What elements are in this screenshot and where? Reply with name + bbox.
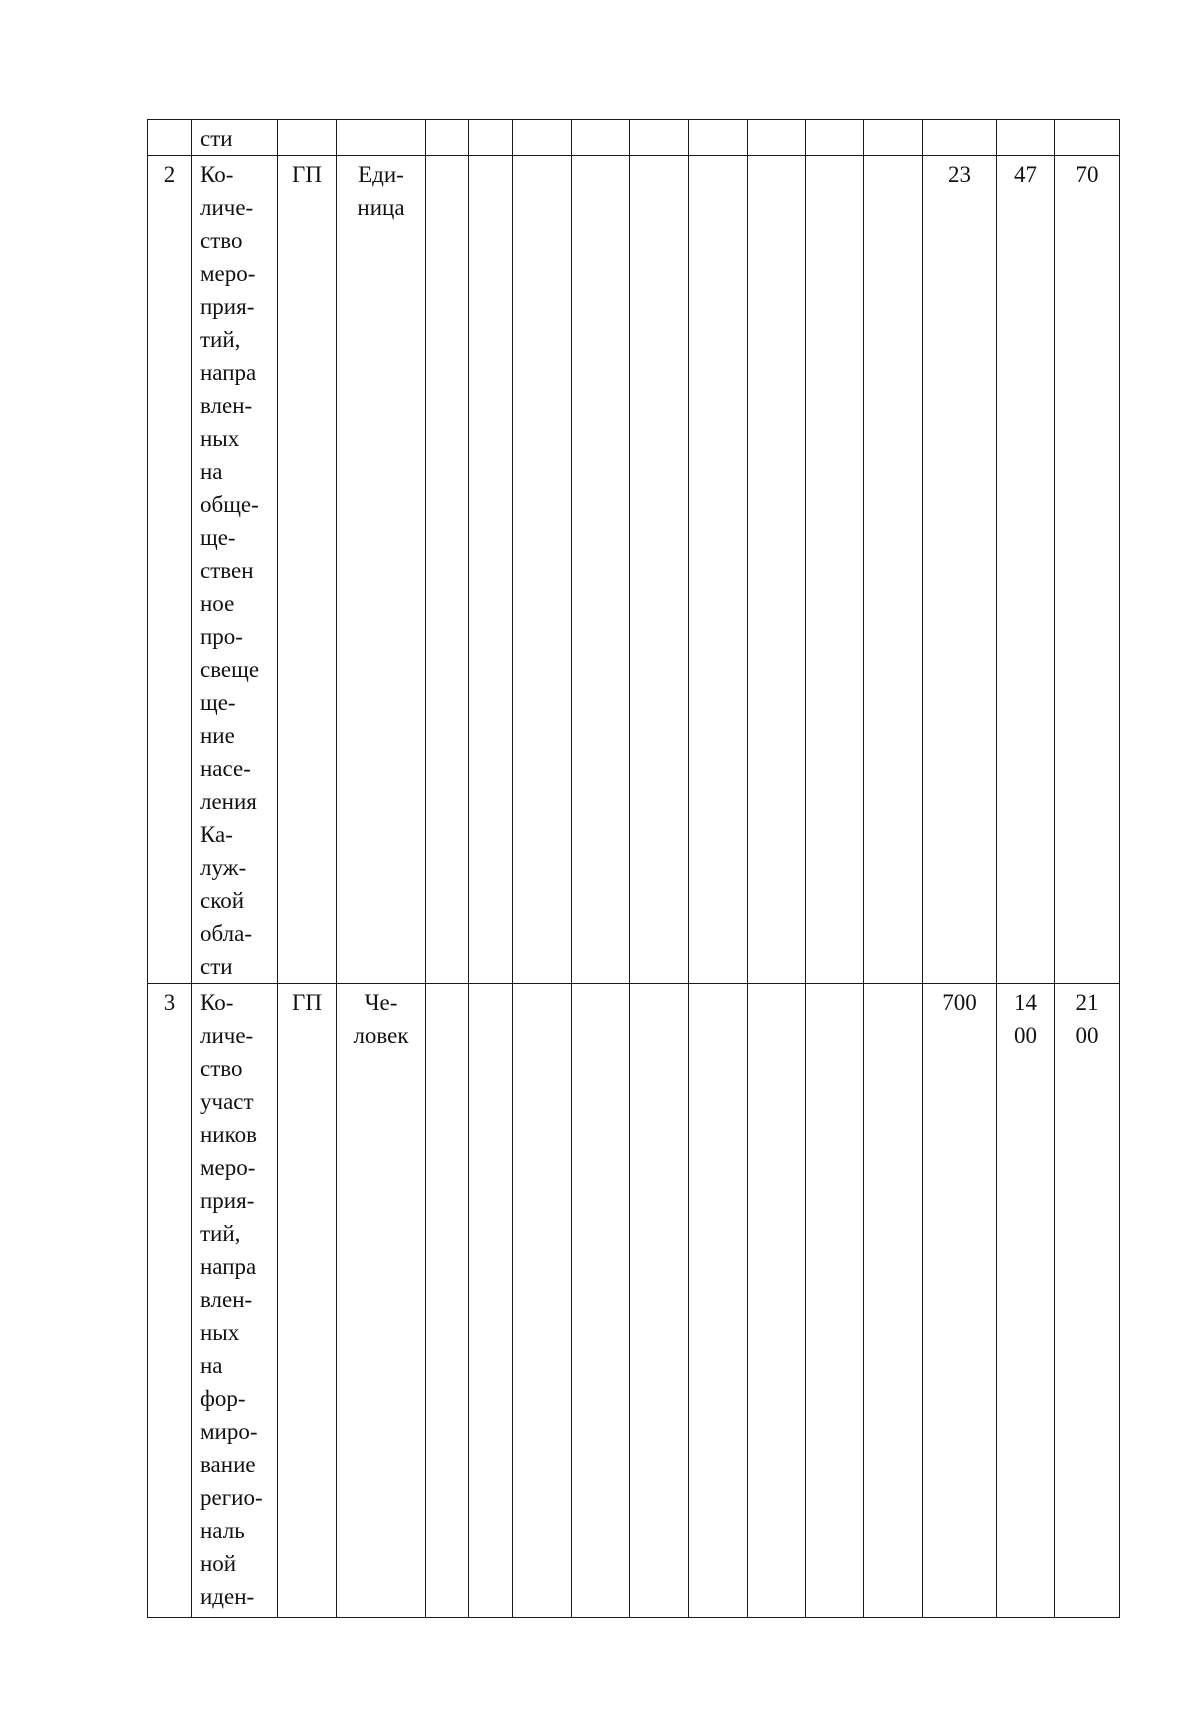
cell-empty xyxy=(864,984,923,1618)
indicator-line: влен- xyxy=(200,1287,253,1312)
indicator-line: свеще xyxy=(200,657,260,682)
cell-unit xyxy=(337,156,426,984)
indicator-line: обла- xyxy=(200,921,252,946)
cell-empty xyxy=(806,120,864,156)
table-row xyxy=(148,984,1120,1618)
indicator-line: прия- xyxy=(200,1188,255,1213)
cell-indicator xyxy=(192,156,278,984)
cell-empty xyxy=(864,156,923,984)
indicator-line: личе- xyxy=(200,195,254,220)
indicator-line: Ка- xyxy=(200,822,233,847)
value-line: 23 xyxy=(948,162,971,187)
indicator-line: насе- xyxy=(200,756,251,781)
indicator-line: ство xyxy=(200,1056,243,1081)
unit-line: ница xyxy=(357,195,405,220)
indicator-line: меро- xyxy=(200,1155,256,1180)
cell-value xyxy=(923,984,997,1618)
value-line: 21 xyxy=(1075,990,1099,1015)
table-row-continuation xyxy=(148,120,1120,156)
cell-number xyxy=(148,120,192,156)
cell-empty xyxy=(806,156,864,984)
indicator-line: ной xyxy=(200,1551,237,1576)
unit-lines xyxy=(337,986,425,1052)
cell-value xyxy=(923,120,997,156)
cell-indicator xyxy=(192,984,278,1618)
indicator-lines xyxy=(200,122,277,155)
indicator-line: прия- xyxy=(200,294,255,319)
cell-value xyxy=(1055,156,1120,984)
indicator-line: на xyxy=(200,1353,223,1378)
cell-unit xyxy=(337,984,426,1618)
cell-empty xyxy=(806,984,864,1618)
cell-empty xyxy=(469,984,513,1618)
indicator-line: ных xyxy=(200,1320,240,1345)
indicator-lines xyxy=(200,158,277,983)
indicator-line: ления xyxy=(200,789,257,814)
indicator-line: на xyxy=(200,459,223,484)
indicator-line: миро- xyxy=(200,1419,258,1444)
indicator-line: обще- xyxy=(200,492,259,517)
cell-value xyxy=(997,156,1055,984)
indicator-lines xyxy=(200,986,277,1613)
indicator-line: вание xyxy=(200,1452,256,1477)
cell-indicator xyxy=(192,120,278,156)
cell-empty xyxy=(513,984,572,1618)
cell-value xyxy=(997,984,1055,1618)
cell-empty xyxy=(748,156,806,984)
cell-empty xyxy=(572,120,630,156)
value-line: 70 xyxy=(1075,162,1099,187)
indicator-line: ников xyxy=(200,1122,257,1147)
indicator-line: меро- xyxy=(200,261,256,286)
indicator-line: ще- xyxy=(200,525,236,550)
indicator-line: напра xyxy=(200,1254,257,1279)
indicator-line: Ко- xyxy=(200,990,234,1015)
indicator-line: ще- xyxy=(200,690,236,715)
indicator-line: сти xyxy=(200,126,233,151)
cell-unit xyxy=(337,120,426,156)
cell-type: ГП xyxy=(278,984,337,1618)
cell-empty xyxy=(864,120,923,156)
indicator-line: тий, xyxy=(200,1221,241,1246)
cell-value xyxy=(923,156,997,984)
indicator-line: ство xyxy=(200,228,243,253)
indicator-line: напра xyxy=(200,360,257,385)
cell-empty xyxy=(689,156,748,984)
cell-empty xyxy=(572,984,630,1618)
indicator-line: ствен xyxy=(200,558,254,583)
cell-empty xyxy=(469,120,513,156)
cell-number: 3 xyxy=(148,984,192,1618)
cell-empty xyxy=(630,156,689,984)
cell-empty xyxy=(572,156,630,984)
indicators-table xyxy=(147,119,1120,1618)
value-line: 700 xyxy=(942,990,977,1015)
cell-empty xyxy=(513,120,572,156)
cell-empty xyxy=(513,156,572,984)
cell-type xyxy=(278,120,337,156)
cell-value xyxy=(1055,120,1120,156)
indicator-line: Ко- xyxy=(200,162,234,187)
indicator-line: ное xyxy=(200,591,235,616)
indicator-line: иден- xyxy=(200,1584,255,1609)
cell-empty xyxy=(630,120,689,156)
indicator-line: ской xyxy=(200,888,245,913)
cell-value xyxy=(997,120,1055,156)
cell-empty xyxy=(748,120,806,156)
unit-line: ловек xyxy=(353,1023,409,1048)
value-line: 14 xyxy=(1014,990,1037,1015)
cell-empty xyxy=(630,984,689,1618)
cell-value xyxy=(1055,984,1120,1618)
indicator-line: влен- xyxy=(200,393,253,418)
indicator-line: наль xyxy=(200,1518,245,1543)
cell-empty xyxy=(689,984,748,1618)
indicator-line: регио- xyxy=(200,1485,263,1510)
cell-empty xyxy=(748,984,806,1618)
indicator-line: сти xyxy=(200,954,233,979)
cell-number: 2 xyxy=(148,156,192,984)
indicator-line: участ xyxy=(200,1089,254,1114)
unit-lines xyxy=(337,158,425,224)
cell-empty xyxy=(426,156,469,984)
unit-line: Еди- xyxy=(358,162,404,187)
cell-empty xyxy=(689,120,748,156)
unit-line: Че- xyxy=(364,990,398,1015)
value-line: 00 xyxy=(1014,1023,1037,1048)
indicator-line: ние xyxy=(200,723,235,748)
indicator-line: тий, xyxy=(200,327,241,352)
indicator-line: луж- xyxy=(200,855,247,880)
cell-empty xyxy=(426,120,469,156)
indicator-line: фор- xyxy=(200,1386,246,1411)
cell-type: ГП xyxy=(278,156,337,984)
indicator-line: личе- xyxy=(200,1023,254,1048)
value-line: 00 xyxy=(1075,1023,1099,1048)
value-line: 47 xyxy=(1014,162,1037,187)
indicator-line: про- xyxy=(200,624,243,649)
cell-empty xyxy=(426,984,469,1618)
table-row xyxy=(148,156,1120,984)
indicator-line: ных xyxy=(200,426,240,451)
cell-empty xyxy=(469,156,513,984)
